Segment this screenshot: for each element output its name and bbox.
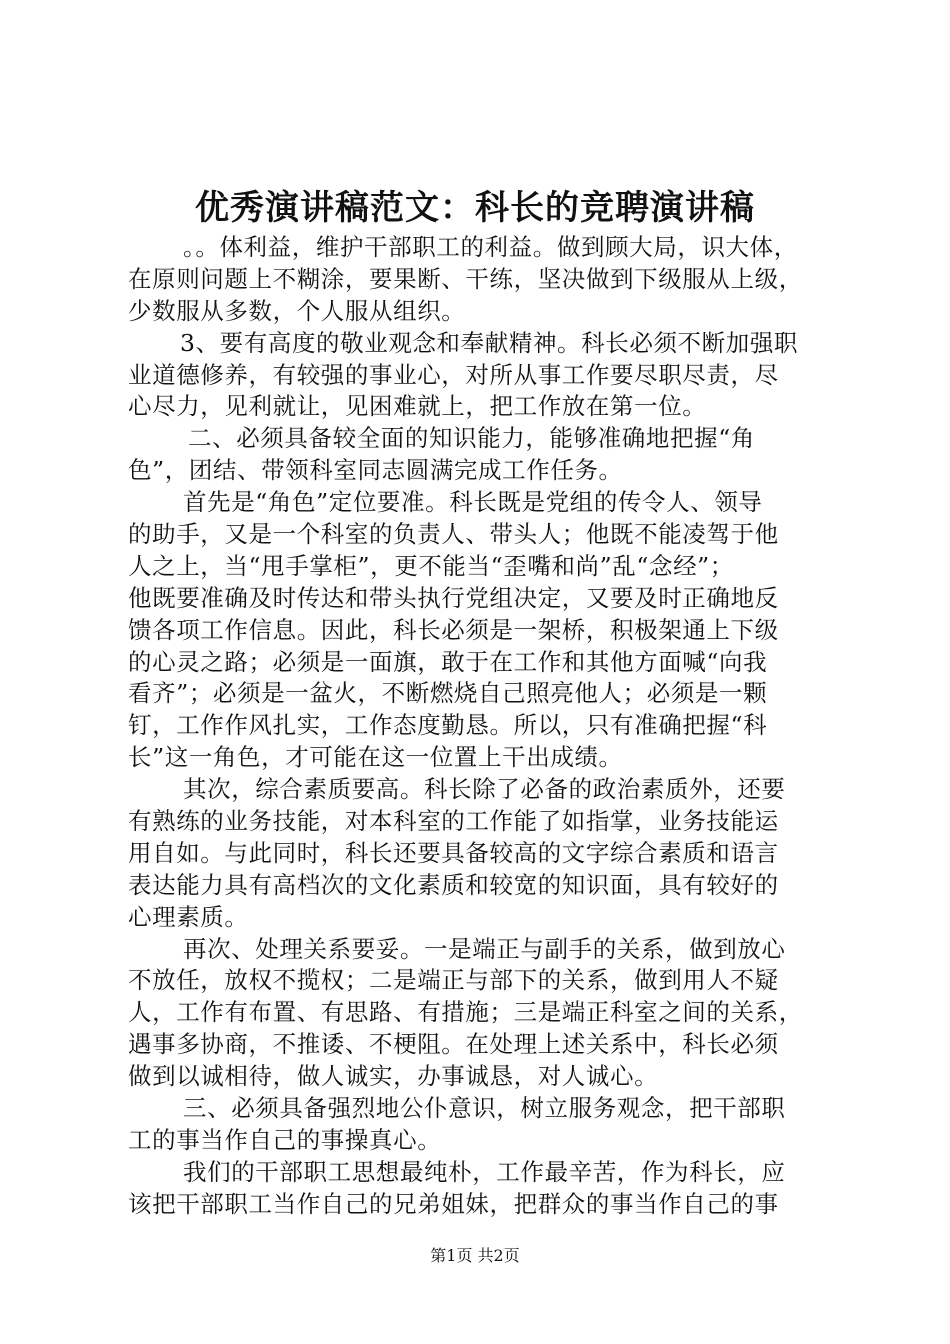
- text-line: 我们的干部职工思想最纯朴，工作最辛苦，作为科长，应: [183, 1157, 786, 1186]
- text-line: 其次，综合素质要高。科长除了必备的政治素质外，还要: [183, 775, 786, 804]
- text-line: 遇事多协商，不推诿、不梗阻。在处理上述关系中，科长必须: [128, 1030, 779, 1059]
- text-line: 该把干部职工当作自己的兄弟姐妹，把群众的事当作自己的事: [128, 1189, 779, 1218]
- text-line: 人之上，当“甩手掌柜”，更不能当“歪嘴和尚”乱“念经”；: [128, 551, 734, 580]
- text-line: 的心灵之路；必须是一面旗，敢于在工作和其他方面喊“向我: [128, 647, 768, 676]
- text-line: 工的事当作自己的事操真心。: [128, 1125, 442, 1154]
- text-line: 首先是“角色”定位要准。科长既是党组的传令人、领导: [183, 488, 763, 517]
- document-body: [128, 232, 838, 1221]
- page-title: 优秀演讲稿范文：科长的竞聘演讲稿: [195, 188, 755, 228]
- text-line: 用自如。与此同时，科长还要具备较高的文字综合素质和语言: [128, 838, 779, 867]
- text-line: 心尽力，见利就让，见困难就上，把工作放在第一位。: [128, 392, 707, 421]
- text-line: 长”这一角色，才可能在这一位置上干出成绩。: [128, 743, 623, 772]
- text-line: 二、必须具备较全面的知识能力，能够准确地把握“角: [188, 424, 755, 453]
- text-line: 钉，工作作风扎实，工作态度勤恳。所以，只有准确把握“科: [128, 711, 768, 740]
- text-line: 人，工作有布置、有思路、有措施；三是端正科室之间的关系，: [128, 998, 803, 1027]
- text-line: 心理素质。: [128, 902, 249, 931]
- text-line: 再次、处理关系要妥。一是端正与副手的关系，做到放心: [183, 934, 786, 963]
- text-line: 业道德修养，有较强的事业心，对所从事工作要尽职尽责，尽: [128, 360, 779, 389]
- text-line: 三、必须具备强烈地公仆意识，树立服务观念，把干部职: [183, 1094, 786, 1123]
- text-line: 表达能力具有高档次的文化素质和较宽的知识面，具有较好的: [128, 870, 779, 899]
- text-line: 看齐”；必须是一盆火，不断燃烧自己照亮他人；必须是一颗: [128, 679, 768, 708]
- text-line: 少数服从多数，个人服从组织。: [128, 296, 466, 325]
- text-line: 。。体利益，维护干部职工的利益。做到顾大局，识大体，: [183, 233, 798, 261]
- text-line: 的助手，又是一个科室的负责人、带头人；他既不能凌驾于他: [128, 520, 779, 549]
- text-line: 在原则问题上不糊涂，要果断、干练，坚决做到下级服从上级，: [128, 264, 803, 293]
- text-line: 3、要有高度的敬业观念和奉献精神。科长必须不断加强职: [180, 328, 799, 357]
- text-line: 馈各项工作信息。因此，科长必须是一架桥，积极架通上下级: [128, 615, 779, 644]
- text-line: 不放任，放权不揽权；二是端正与部下的关系，做到用人不疑: [128, 966, 779, 995]
- text-line: 色”，团结、带领科室同志圆满完成工作任务。: [128, 456, 623, 485]
- text-line: 他既要准确及时传达和带头执行党组决定，又要及时正确地反: [128, 583, 779, 612]
- page-footer: 第1页 共2页: [430, 1246, 520, 1265]
- text-line: 有熟练的业务技能，对本科室的工作能了如指掌，业务技能运: [128, 807, 779, 836]
- text-line: 做到以诚相待，做人诚实，办事诚恳，对人诚心。: [128, 1062, 659, 1091]
